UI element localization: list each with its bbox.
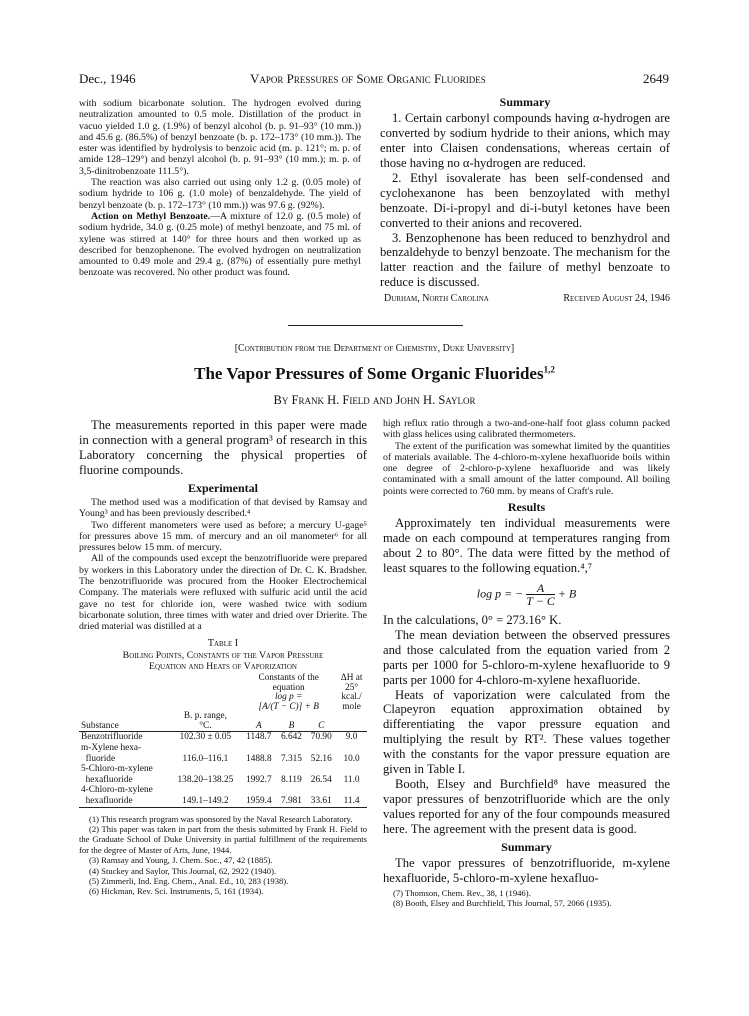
summary-item: 2. Ethyl isovalerate has been self-condensed and cyclohexanone has been benzoylated with methyl benzoate. Di-i-propyl and di-i-butyl ketones have been converted to their anions and recovered.	[380, 170, 670, 230]
column-header-b: B	[288, 720, 295, 731]
table-group-header: Constants of the equation log p = [A/(T − C)] + B	[258, 673, 319, 712]
data-table	[79, 674, 367, 807]
column-header-a: A	[256, 720, 262, 731]
intro-paragraph: The measurements reported in this paper were made in connection with a general program³ of research in this Laboratory concerning the physical properties of fluorine compounds.	[79, 418, 367, 477]
header-title: Vapor Pressures of Some Organic Fluorides	[250, 71, 486, 86]
paragraph: Booth, Elsey and Burchfield⁸ have measured the vapor pressures of benzotrifluoride which are the only values reported for any of the four compounds measured here. The agreement with the present data is good.	[383, 776, 670, 836]
column-header-c: C	[318, 720, 325, 731]
summary-heading: Summary	[501, 839, 552, 854]
equation-fraction: $\frac{A}{T - C}$	[526, 581, 555, 608]
paragraph: Approximately ten individual measurements were made on each compound at temperatures ranging from about 2 to 80°. The data were fitted by the method of least squares to the following equation.⁴,⁷	[383, 516, 670, 576]
results-heading: Results	[507, 500, 546, 515]
summary-heading: Summary	[499, 95, 551, 109]
table-label: Table I	[207, 638, 239, 650]
title-footnote-marks: 1,2	[543, 364, 555, 375]
paragraph: The vapor pressures of benzotrifluoride, m-xylene hexafluoride, 5-chloro-m-xylene hexafluo-	[383, 855, 670, 885]
run-in-heading: Action on Methyl Benzoate.	[91, 210, 211, 222]
footnote: (4) Stuckey and Saylor, This Journal, 62, 2922 (1940).	[89, 865, 277, 876]
byline: By Frank H. Field and John H. Saylor	[273, 393, 476, 407]
paragraph: with sodium bicarbonate solution. The hydrogen evolved during neutralization amounted to 0.5 mole. Distillation of the product in vacuo yielded 1.0 g. (1.9%) of benzyl alcohol (b. p. 91–93° (10 mm.)) and 45.6 g. (86.5%) of benzyl benzoate (b. p. 172–173° (10 mm.)). The ester was identified by hydrolysis to benzoic acid (m. p. 121°; m. p. of amide 128–129°) and benzyl alcohol (b. p. 91–93° (10 mm.); m. p. of 3,5-dinitrobenzoate 111.5°).	[79, 98, 361, 177]
footnote: (2) This paper was taken in part from the thesis submitted by Frank H. Field to the Graduate School of Duke University in partial fulfillment of the requirements for the degree of Master of Arts, June, 1944.	[79, 823, 367, 855]
left-column	[79, 418, 367, 897]
column-header-substance: Substance	[81, 720, 119, 731]
contribution-line: [Contribution from the Department of Chemistry, Duke University]	[234, 343, 515, 354]
table-row: 4-Chloro-m-xylene hexafluoride 149.1–149.2 1959.4 7.981 33.61 11.4	[79, 785, 367, 807]
table-row: m-Xylene hexa- fluoride 116.0–116.1 1488.8 7.315 52.16 10.0	[81, 742, 360, 764]
section-divider	[288, 325, 463, 326]
table-row: 5-Chloro-m-xylene hexafluoride 138.20–138.25 1992.7 8.119 26.54 11.0	[81, 764, 360, 785]
footnotes-right	[383, 888, 670, 909]
table-caption-line: Boiling Points, Constants of the Vapor Pressure	[122, 649, 324, 661]
right-column	[383, 418, 670, 909]
affiliation-place: Durham, North Carolina	[384, 293, 489, 305]
header-date: Dec., 1946	[79, 71, 136, 86]
footnotes-left	[79, 814, 367, 897]
footnote: (7) Thomson, Chem. Rev., 38, 1 (1946).	[393, 887, 531, 898]
table-row: Benzotrifluoride 102.30 ± 0.05 1148.7 6.642 70.90 9.0	[81, 732, 358, 743]
footnote: (5) Zimmerli, Ind. Eng. Chem., Anal. Ed., 10, 283 (1938).	[89, 875, 289, 886]
paragraph: All of the compounds used except the benzotrifluoride were prepared by workers in this Laboratory under the direction of Dr. C. K. Bradsher. The benzotrifluoride was procured from the Hooker Electrochemical Company. The materials were refluxed with sulfuric acid until the acid gave no test for chloride ion, were washed twice with sodium bicarbonate solution, three times with water and dried over Drierite. The dried material was distilled at a	[79, 553, 367, 633]
paragraph: Heats of vaporization were calculated from the Clapeyron equation approximation obtained by differentiating the vapor pressure equation and multiplying the result by RT². These values together with the constants for the vapor pressure equation are given in Table I.	[383, 687, 670, 777]
continuation-text	[79, 98, 361, 279]
column-header-dh: ΔH at 25° kcal./ mole	[340, 673, 363, 712]
footnote: (1) This research program was sponsored by the Naval Research Laboratory.	[89, 813, 353, 824]
page-number: 2649	[643, 71, 669, 86]
article-title	[79, 364, 670, 384]
vapor-pressure-equation: log p = − $\frac{A}{T - C}$ + B	[476, 581, 577, 608]
column-header-bp: B. p. range, °C.	[183, 711, 227, 731]
paragraph: The method used was a modification of that devised by Ramsay and Young³ and has been previously described.⁴	[79, 496, 367, 520]
paragraph: In the calculations, 0° = 273.16° K.	[383, 613, 562, 627]
summary-item: 3. Benzophenone has been reduced to benzhydrol and benzaldehyde to benzyl benzoate. The mechanism for the latter reaction and the failure of methyl benzoate to reduce is discussed.	[380, 230, 670, 290]
summary-section	[380, 97, 670, 304]
paragraph: The extent of the purification was somewhat limited by the quantities of materials available. The 4-chloro-m-xylene hexafluoride boils within one degree of 2-chloro-p-xylene hexafluoride and was likely contaminated with a small amount of the latter compound. All boiling points were corrected to 760 mm. by means of Craft's rule.	[383, 440, 670, 497]
footnote: (8) Booth, Elsey and Burchfield, This Journal, 57, 2066 (1935).	[393, 898, 612, 909]
paragraph-body: —A mixture of 12.0 g. (0.5 mole) of sodium hydride, 34.0 g. (0.25 mole) of methyl benzoate, and 75 ml. of xylene was stirred at 140° for three hours and then worked up as described for benzophenone. The evolved hydrogen on neutralization amounted to 0.49 mole and 29.4 g. (87%) of essentially pure methyl benzoate was recovered. No other product was found.	[79, 210, 361, 279]
paragraph: Two different manometers were used as before; a mercury U-gage⁵ for pressures above 15 mm. of mercury and an oil manometer⁶ for all pressures below 15 mm. of mercury.	[79, 519, 367, 554]
experimental-heading: Experimental	[188, 480, 258, 495]
paragraph	[79, 211, 361, 279]
paragraph: The mean deviation between the observed pressures and those calculated from the equation varied from 2 parts per 1000 for 5-chloro-m-xylene hexafluoride to 9 parts per 1000 for 4-chloro-m-xylene hexafluoride.	[383, 627, 670, 687]
article-title-text: The Vapor Pressures of Some Organic Fluorides	[194, 364, 544, 383]
footnote: (6) Hickman, Rev. Sci. Instruments, 5, 161 (1934).	[89, 886, 264, 897]
received-date: Received August 24, 1946	[563, 293, 670, 305]
footnote: (3) Ramsay and Young, J. Chem. Soc., 47, 42 (1885).	[89, 855, 273, 866]
summary-item: 1. Certain carbonyl compounds having α-hydrogen are converted by sodium hydride to their anions, which may enter into Claisen condensations, whereas certain of those having no α-hydrogen are reduced.	[380, 111, 670, 171]
paragraph: high reflux ratio through a two-and-one-half foot glass column packed with glass helices using calibrated thermometers.	[383, 418, 670, 441]
paragraph: The reaction was also carried out using only 1.2 g. (0.05 mole) of sodium hydride to 106 g. (1.0 mole) of benzaldehyde. The yield of benzyl benzoate (b. p. 172–173° (10 mm.)) was 97.6 g. (92%).	[79, 177, 361, 211]
table-caption-line: Equation and Heats of Vaporization	[149, 661, 297, 673]
